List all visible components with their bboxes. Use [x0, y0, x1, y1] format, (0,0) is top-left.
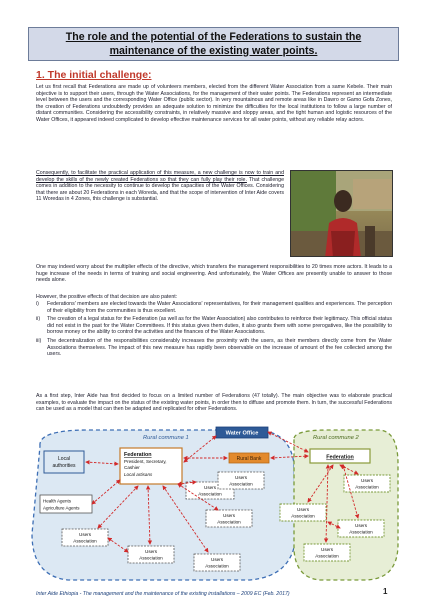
users-label: Users	[211, 557, 223, 562]
local-authorities-box	[44, 451, 84, 473]
paragraph-challenge	[36, 170, 284, 203]
page-number: 1	[383, 587, 388, 596]
challenge-rest: That challenge comes in addition to the necessity to continue to develop the capacities of the Water Offices. Considering that there are about 20 Federations in each Woreda, and that the scope of intervention of Inter Aide covers 11 Woredas in 4 Zones, this challenge is substantial.	[36, 176, 284, 203]
list-text: The creation of a legal status for the Federation (as well as for the Water Association) also contributes to reinforce their legitimacy. This official status did not exist in the past for the Water Committees. If this status gives them duties, it also grants them with some prerogatives, like the possibility to borrow money or the ability to control the activities and the finances of the Water Associations.	[47, 316, 392, 336]
rural-commune-1-label: Rural commune 1	[143, 435, 189, 441]
users-association-node	[62, 529, 108, 546]
list-number: i)	[36, 301, 39, 307]
paragraph-worry: One may indeed worry about the multiplier effects of the directive, which transfers the management responsibilities to 20 times more actors. It leads to a huge increase of the needs in terms of training and social engineering. And unfortunately, the Water Offices are presently unable to answer to those needs alone.	[36, 264, 392, 284]
users-label: Users	[361, 478, 373, 483]
challenge-underlined: Consequently, to facilitate the practical application of this measure, a new challenge is now to train and develop the skills of the newly created Federations so that they can fully play their role.	[36, 170, 284, 183]
section-heading: 1. The initial challenge:	[36, 69, 152, 81]
association-label: Association	[291, 513, 315, 519]
users-association-node	[304, 544, 350, 561]
association-label: Association	[315, 553, 339, 559]
list-item	[36, 338, 392, 358]
users-association-node	[344, 475, 390, 492]
water-office-label: Water Office	[225, 430, 259, 437]
users-association-node	[128, 546, 174, 563]
association-label: Association	[349, 529, 373, 535]
paragraph-positive: However, the positive effects of that decision are also patent:	[36, 294, 178, 300]
association-label: Association	[205, 563, 229, 569]
users-label: Users	[355, 523, 367, 528]
federation-diagram	[28, 424, 400, 584]
title-line-2: maintenance of the existing water points.	[109, 44, 318, 57]
association-label: Association	[73, 538, 97, 544]
rural-bank-label: Rural Bank	[236, 456, 262, 462]
association-label: Association	[198, 491, 222, 497]
users-association-node	[338, 520, 384, 537]
list-number: ii)	[36, 316, 41, 323]
list-text: The decentralization of the responsibilities considerably increases the proximity with the users, as their members directly come from the Water Associations themselves. The impact of this new measure has rapidly been observable on the increase of amount of the fee collected among the users.	[47, 337, 392, 358]
federation-2-title: Federation	[326, 454, 354, 461]
association-label: Association	[139, 555, 163, 561]
association-label: Association	[355, 484, 379, 490]
users-association-node	[280, 504, 326, 521]
federation-1-artisans: Local artisans	[124, 472, 153, 477]
health-agents-label: Health Agents	[43, 498, 72, 504]
agriculture-agents-label: Agriculture Agents	[43, 505, 80, 511]
users-association-node	[206, 510, 252, 527]
federation-1-roles: President, Secretary,	[124, 459, 167, 464]
paragraph-first-step: As a first step, Inter Aide has first decided to focus on a limited number of Federations (47 totally). The main objective was to elaborate practical examples, to evaluate the impact on the status of the existing water points, in order then to diffuse and promote them. In turn, the successful Federations can be used as a model that can then be adapted and replicated for other Federations.	[36, 393, 392, 413]
federation-1-title: Federation	[124, 452, 152, 458]
users-label: Users	[204, 485, 216, 490]
association-label: Association	[229, 481, 253, 487]
list-number: iii)	[36, 337, 42, 344]
users-label: Users	[145, 549, 157, 554]
users-label: Users	[223, 513, 235, 518]
list-item	[36, 301, 392, 314]
users-label: Users	[321, 547, 333, 552]
document-title	[28, 27, 399, 61]
paragraph-intro: Let us first recall that Federations are made up of volunteers members, elected from the different Water Association from a same Kebele. Their main objective is to support their users, through the Water Associations, for the management of their water points. The Federations represent an intermediate level between the users and the corresponding Water Office (public sector). In very mountainous and remote areas like in Dawro or Gamo Gofa Zones, the creation of Federations undoubtedly provides an adequate solution to minimize the difficulties for the local institutions to follow a large number of distant communities. Considering the accessibility constraints, in relatively massive and sloppy areas, and the tight human and logistic resources of the Water Offices, it appeared indeed complicated to develop effective maintenance services for all water points, without any reliable relay actors.	[36, 84, 392, 123]
federation-1-cashier: Cashier	[124, 465, 140, 470]
positive-effects-list	[36, 301, 392, 358]
photo-illustration	[291, 171, 393, 257]
title-line-1: The role and the potential of the Federations to sustain the	[65, 31, 362, 43]
list-text: Federations' members are elected towards the Water Associations' representatives, for their management qualities and experiences. The perception of their eligibility from the communities is thus excellent.	[47, 301, 392, 314]
association-label: Association	[217, 519, 241, 525]
users-label: Users	[297, 507, 309, 512]
users-association-node	[194, 554, 240, 571]
rural-commune-2-label: Rural commune 2	[313, 435, 359, 441]
footer-text: Inter Aide Ethiopia - The management and the maintenance of the existing installations – 2009 EC (Feb. 2017)	[36, 591, 290, 597]
list-item	[36, 316, 392, 336]
local-authorities-line2: authorities	[52, 463, 76, 469]
local-authorities-line1: Local	[58, 456, 70, 462]
users-label: Users	[79, 532, 91, 537]
field-photo	[290, 170, 393, 257]
users-label: Users	[235, 475, 247, 480]
users-association-node	[218, 472, 264, 489]
